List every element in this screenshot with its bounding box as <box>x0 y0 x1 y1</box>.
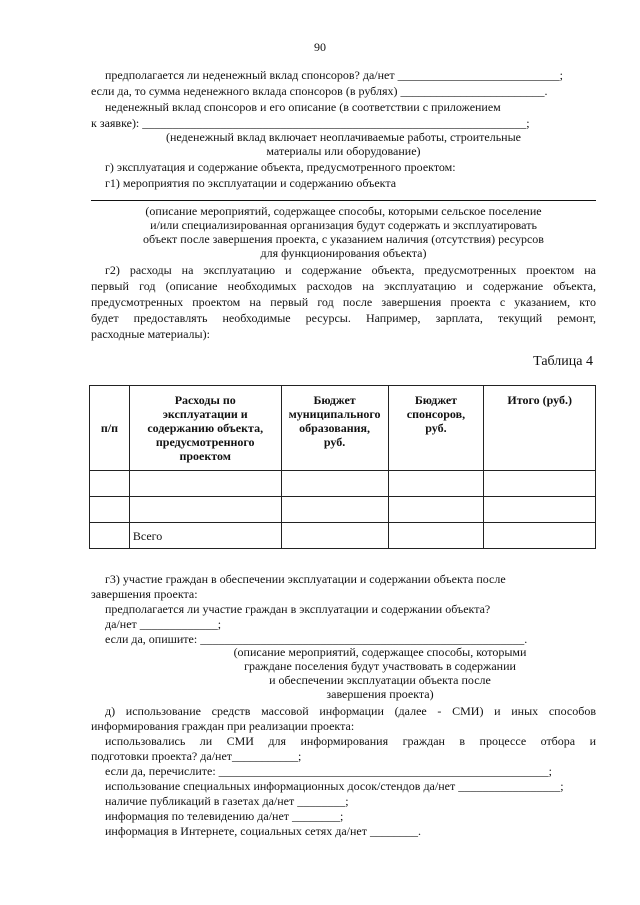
g3-describe: если да, опишите: ______________________________________________________. <box>105 632 528 646</box>
g3-line-2: завершения проекта: <box>91 587 198 601</box>
header-sponsor-budget: Бюджет спонсоров, руб. <box>388 386 484 471</box>
g3-line-1: г3) участие граждан в обеспечении эксплуатации и содержании объекта после <box>105 572 506 586</box>
g3-note-line-3: и обеспечении эксплуатации объекта после <box>269 673 491 687</box>
d-line-2: информирования граждан при реализации проекта: <box>91 719 355 733</box>
sponsor-nonmonetary-description-label: неденежный вклад спонсоров и его описание (в соответствии с приложением <box>105 100 501 114</box>
table-row <box>90 471 596 497</box>
section-g-heading: г) эксплуатация и содержание объекта, предусмотренного проектом: <box>105 160 456 174</box>
g2-text-line-4: будет предоставлять необходимые ресурсы. Например, зарплата, текущий ремонт, <box>91 311 596 325</box>
g2-text-line-3: предусмотренных проектом на первый год после завершения проекта с указанием, кто <box>91 295 596 309</box>
g1-note-line-3: объект после завершения проекта, с указанием наличия (отсутствия) ресурсов <box>143 232 544 246</box>
g2-text-line-2: первый год (описание необходимых расходов на эксплуатацию и содержание объекта, <box>91 279 596 293</box>
d-line-7: наличие публикаций в газетах да/нет ________; <box>105 794 349 808</box>
header-number: п/п <box>90 386 130 471</box>
d-line-1: д) использование средств массовой информации (далее - СМИ) и иных способов <box>105 704 596 718</box>
section-g1-heading: г1) мероприятия по эксплуатации и содержанию объекта <box>105 176 397 190</box>
table-total-row <box>90 523 596 549</box>
d-line-5: если да, перечислите: _______________________________________________________; <box>105 764 552 778</box>
sponsor-nonmonetary-sum: если да, то сумма неденежного вклада спонсоров (в рублях) ________________________. <box>91 84 548 98</box>
total-label: Всего <box>129 523 281 549</box>
page-number: 90 <box>314 40 326 54</box>
g1-note-line-2: и/или специализированная организация будут содержать и эксплуатировать <box>150 218 537 232</box>
g2-text-line-1: г2) расходы на эксплуатацию и содержание объекта, предусмотренных проектом на <box>105 263 596 277</box>
header-expenses: Расходы по эксплуатации и содержанию объекта, предусмотренного проектом <box>129 386 281 471</box>
g3-note-line-2: граждане поселения будут участвовать в содержании <box>244 659 516 673</box>
header-total: Итого (руб.) <box>484 386 596 471</box>
d-line-8: информация по телевидению да/нет ________; <box>105 809 344 823</box>
sponsor-nonmonetary-question: предполагается ли неденежный вклад спонсоров? да/нет ___________________________; <box>105 68 563 82</box>
table-row <box>90 497 596 523</box>
sponsor-note-line-2: материалы или оборудование) <box>266 144 421 158</box>
header-municipal-budget: Бюджет муниципального образования, руб. <box>281 386 388 471</box>
g1-note-line-4: для функционирования объекта) <box>260 246 427 260</box>
g1-note-line-1: (описание мероприятий, содержащее способы, которыми сельское поселение <box>145 204 542 218</box>
sponsor-note-line-1: (неденежный вклад включает неоплачиваемые работы, строительные <box>166 130 521 144</box>
expenses-table <box>89 385 596 549</box>
table-header-row <box>90 386 596 471</box>
g1-answer-line <box>91 200 596 201</box>
g3-note-line-1: (описание мероприятий, содержащее способы, которыми <box>233 645 527 659</box>
g2-text-line-5: расходные материалы): <box>91 327 210 341</box>
g3-line-3: предполагается ли участие граждан в эксплуатации и содержании объекта? <box>105 602 491 616</box>
d-line-6: использование специальных информационных досок/стендов да/нет _________________; <box>105 779 564 793</box>
g3-note-line-4: завершения проекта) <box>326 687 434 701</box>
sponsor-nonmonetary-description-line: к заявке): ________________________________________________________________; <box>91 116 530 130</box>
g3-yes-no: да/нет _____________; <box>105 617 222 631</box>
d-line-9: информация в Интернете, социальных сетях да/нет ________. <box>105 824 421 838</box>
d-line-3: использовались ли СМИ для информирования граждан в процессе отбора и <box>105 734 596 748</box>
table-caption: Таблица 4 <box>533 354 593 369</box>
d-line-4: подготовки проекта? да/нет___________; <box>91 749 302 763</box>
